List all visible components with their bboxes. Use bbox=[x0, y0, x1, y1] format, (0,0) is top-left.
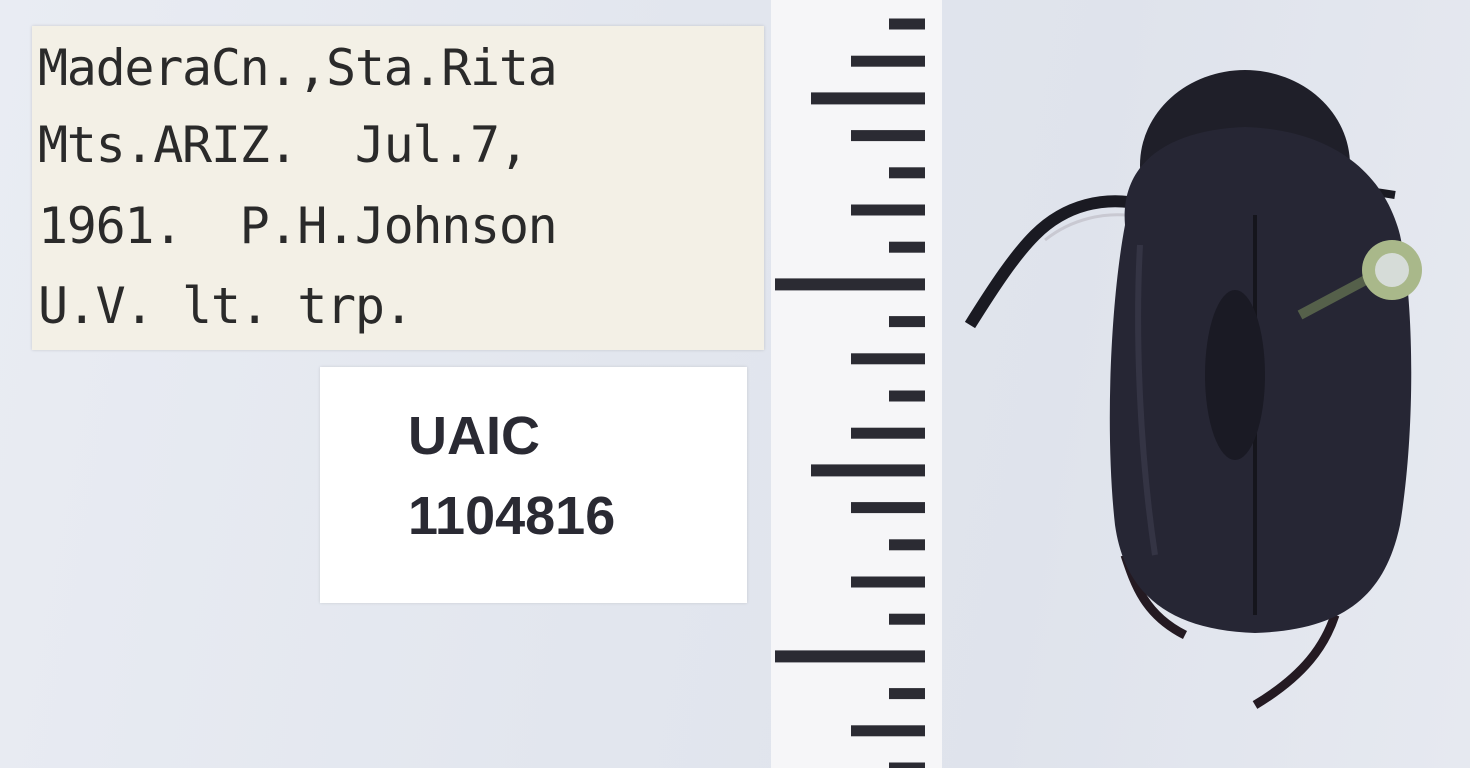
ruler-tick bbox=[889, 614, 925, 625]
locality-line-2: Mts.ARIZ. Jul.7, bbox=[38, 116, 528, 174]
ruler-tick bbox=[889, 242, 925, 253]
ruler-tick bbox=[889, 539, 925, 550]
ruler-tick bbox=[851, 56, 925, 67]
ruler-tick bbox=[851, 502, 925, 513]
scale-ruler bbox=[771, 0, 942, 768]
ruler-tick bbox=[889, 19, 925, 30]
ruler-tick bbox=[889, 688, 925, 699]
catalog-label bbox=[320, 367, 747, 603]
ruler-tick bbox=[851, 577, 925, 588]
ruler-tick bbox=[811, 92, 925, 104]
specimen-pin-head-highlight bbox=[1375, 253, 1409, 287]
locality-label bbox=[32, 26, 764, 350]
collection-code: UAIC bbox=[408, 406, 540, 466]
ruler-tick bbox=[851, 205, 925, 216]
beetle-specimen-icon bbox=[955, 55, 1435, 720]
scale-ruler-ticks bbox=[771, 0, 942, 768]
ruler-tick bbox=[775, 650, 925, 662]
ruler-tick bbox=[889, 763, 925, 768]
ruler-tick bbox=[889, 316, 925, 327]
ruler-tick bbox=[889, 391, 925, 402]
locality-line-1: MaderaCn.,Sta.Rita bbox=[38, 39, 557, 97]
beetle-punctured-stria bbox=[1205, 290, 1265, 460]
ruler-tick bbox=[889, 167, 925, 178]
locality-line-3: 1961. P.H.Johnson bbox=[38, 197, 557, 255]
ruler-tick bbox=[851, 130, 925, 141]
ruler-tick bbox=[851, 428, 925, 439]
ruler-tick bbox=[775, 278, 925, 290]
ruler-tick bbox=[851, 353, 925, 364]
ruler-tick bbox=[811, 464, 925, 476]
catalog-number: 1104816 bbox=[408, 486, 616, 546]
locality-line-4: U.V. lt. trp. bbox=[38, 277, 413, 335]
ruler-tick bbox=[851, 725, 925, 736]
